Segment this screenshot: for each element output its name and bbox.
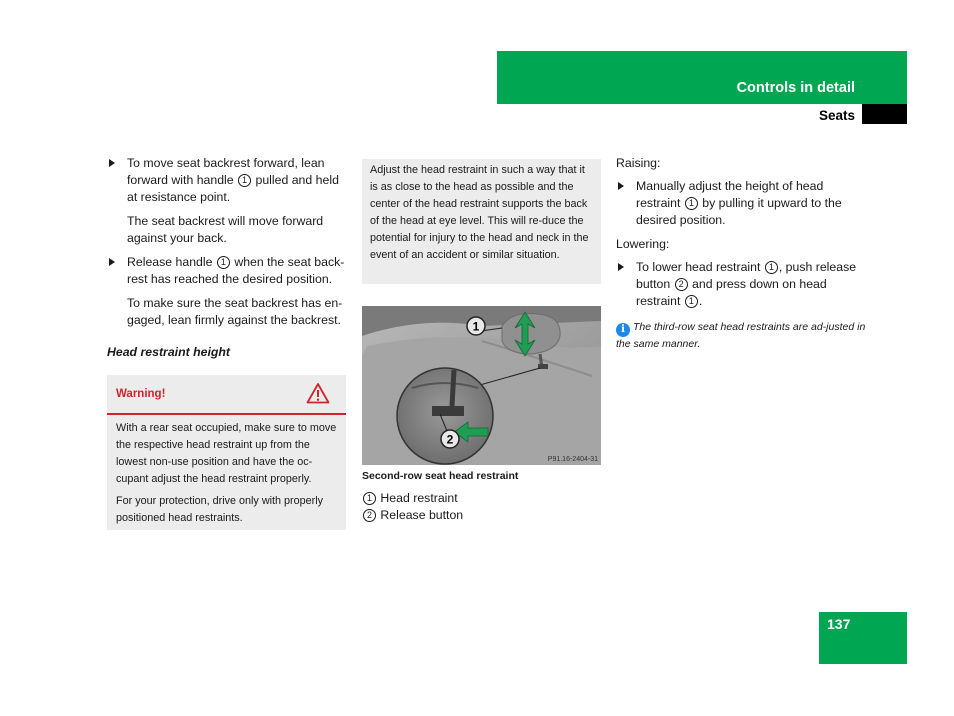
- legend-number: 2: [363, 509, 376, 522]
- section-title: Controls in detail: [736, 80, 855, 96]
- warning-triangle-icon: [306, 382, 330, 404]
- page-number: 137: [827, 616, 851, 632]
- paragraph: To make sure the seat backrest has en-gaged, lean firmly against the backrest.: [127, 296, 343, 327]
- warning-paragraph: With a rear seat occupied, make sure to move the respective head restraint up from the lowest non-use position and have the oc-cupant adjust the head restraint properly.: [116, 422, 337, 485]
- zoom-release-button: [432, 406, 464, 416]
- figure-legend: [362, 490, 463, 524]
- warning-box: [107, 375, 346, 530]
- head-restraint: [502, 314, 560, 355]
- info-icon: i: [616, 323, 630, 337]
- page-number-box: [819, 612, 907, 664]
- bullet-arrow-icon: [618, 263, 624, 271]
- legend-item: 2 Release button: [362, 507, 463, 524]
- legend-item: 1 Head restraint: [362, 490, 463, 507]
- bullet-step: Release handle 1 when the seat back-rest has reached the desired position.: [107, 254, 349, 288]
- photo-callout-2-label: 2: [446, 432, 454, 447]
- info-note-text: The third-row seat head restraints are ad-justed in the same manner.: [616, 321, 866, 350]
- photo-code: P91.16-2404-31: [547, 456, 598, 463]
- callout-1: 1: [685, 197, 698, 210]
- info-note: [616, 320, 866, 352]
- warning-label: Warning!: [116, 388, 166, 400]
- bullet-step: To move seat backrest forward, lean forward with handle 1 pulled and held at resistance point.: [107, 155, 349, 206]
- callout-1: 1: [238, 174, 251, 187]
- column-1: [107, 155, 349, 329]
- bullet-step: Manually adjust the height of head restraint 1 by pulling it upward to the desired position.: [616, 178, 861, 229]
- header-tab-marker: [862, 104, 907, 124]
- bullet-arrow-icon: [109, 159, 115, 167]
- raising-label: Raising:: [616, 156, 661, 170]
- callout-1: 1: [685, 295, 698, 308]
- callout-1: 1: [765, 261, 778, 274]
- warning-paragraph: For your protection, drive only with properly positioned head restraints.: [116, 495, 324, 524]
- legend-number: 1: [363, 492, 376, 505]
- bullet-step: To lower head restraint 1 , push release button 2 and press down on head restraint 1 .: [616, 259, 861, 310]
- paragraph: The seat backrest will move forward against your back.: [127, 214, 324, 245]
- subheading: Head restraint height: [107, 345, 230, 359]
- header-band: [497, 51, 907, 104]
- head-restraint-photo: [362, 306, 601, 465]
- info-box: Adjust the head restraint in such a way that it is as close to the head as possible and the center of the head restraint supports the back of the head at eye level. This will re-duce the potential for injury to the head and neck in the event of an accident or similar situation.: [362, 159, 601, 284]
- callout-2: 2: [675, 278, 688, 291]
- zoom-restraint-post: [452, 370, 454, 406]
- photo-callout-1-label: 1: [472, 319, 480, 334]
- callout-1: 1: [217, 256, 230, 269]
- figure-caption: Second-row seat head restraint: [362, 470, 519, 482]
- subsection-title: Seats: [818, 108, 855, 123]
- column-3: [616, 155, 861, 310]
- warning-body: [107, 415, 346, 527]
- lowering-label: Lowering:: [616, 237, 670, 251]
- warning-header: [107, 375, 346, 415]
- bullet-arrow-icon: [109, 258, 115, 266]
- bullet-arrow-icon: [618, 182, 624, 190]
